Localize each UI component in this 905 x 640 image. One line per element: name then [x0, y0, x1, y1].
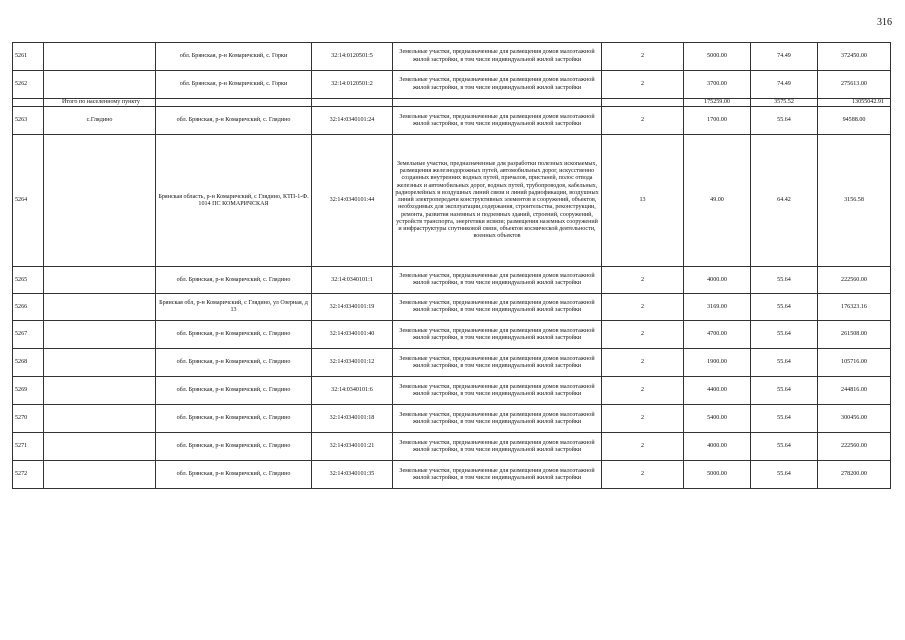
table-row: [13, 461, 891, 489]
table-row: [13, 267, 891, 294]
table-row: [13, 43, 891, 71]
area-cell: 4000.00: [684, 267, 751, 294]
cadastral-value-cell: 278200.00: [818, 461, 891, 489]
row-number: 5262: [13, 71, 44, 99]
row-number: 5266: [13, 294, 44, 321]
use-code-cell: 2: [602, 461, 684, 489]
row-number: 5264: [13, 135, 44, 267]
address-cell: обл. Брянская, р-н Комаричский, с. Глядино: [156, 405, 312, 433]
row-number: 5272: [13, 461, 44, 489]
locality-cell: [44, 377, 156, 405]
land-use-cell: Земельные участки, предназначенные для размещения домов малоэтажной жилой застройки, в том числе индивидуальной жилой застройки: [393, 294, 602, 321]
row-number: 5261: [13, 43, 44, 71]
land-use-cell: Земельные участки, предназначенные для размещения домов малоэтажной жилой застройки, в том числе индивидуальной жилой застройки: [393, 461, 602, 489]
land-use-cell: Земельные участки, предназначенные для размещения домов малоэтажной жилой застройки, в том числе индивидуальной жилой застройки: [393, 377, 602, 405]
total-rate: 3575.52: [751, 99, 818, 107]
locality-cell: [44, 135, 156, 267]
row-number: 5269: [13, 377, 44, 405]
cadastral-value-cell: 222560.00: [818, 267, 891, 294]
address-cell: обл. Брянская, р-н Комаричский, с. Глядино: [156, 321, 312, 349]
use-code-cell: 2: [602, 294, 684, 321]
table-row: [13, 405, 891, 433]
locality-cell: [44, 461, 156, 489]
address-cell: обл. Брянская, р-н Комаричский, с. Горки: [156, 43, 312, 71]
cadastral-number-cell: 32:14:0340101:24: [312, 107, 393, 135]
table-row: [13, 107, 891, 135]
total-row: [13, 99, 891, 107]
land-use-cell: Земельные участки, предназначенные для разработки полезных ископаемых, размещения железнодорожных путей, автомобильных дорог, искусственно созданных внутренних водных путей, причалов, пристаней, полос отвода железных и автомобильных дорог, водных путей, трубопроводов, кабельных, радиорелейных и воздушных линий связи и линий радиофикации, воздушных линий электропередачи конструктивных элементов и сооружений, объектов, необходимых для эксплуатации,содержания, строительства, реконструкции, ремонта, развития наземных и подземных зданий, строений, сооружений, устройств транспорта, энергетики исвязи; размещения наземных сооружений и инфраструктуры спутниковой связи, объектов космической деятельности, военных объектов: [393, 135, 602, 267]
cadastral-value-cell: 105716.00: [818, 349, 891, 377]
use-code-cell: 2: [602, 107, 684, 135]
rate-cell: 74.49: [751, 43, 818, 71]
page-number: 316: [877, 17, 892, 28]
address-cell: Брянская обл, р-н Комаричский, с Глядино, ул Озерная, д 13: [156, 294, 312, 321]
locality-cell: [44, 267, 156, 294]
total-cadastral-cell: [312, 99, 393, 107]
rate-cell: 55.64: [751, 461, 818, 489]
rate-cell: 55.64: [751, 349, 818, 377]
locality-cell: [44, 294, 156, 321]
address-cell: обл. Брянская, р-н Комаричский, с. Глядино: [156, 267, 312, 294]
area-cell: 4700.00: [684, 321, 751, 349]
cadastral-value-table: [12, 42, 891, 489]
total-use-cell: [393, 99, 602, 107]
use-code-cell: 13: [602, 135, 684, 267]
cadastral-value-cell: 244816.00: [818, 377, 891, 405]
total-address-cell: [156, 99, 312, 107]
rate-cell: 55.64: [751, 107, 818, 135]
locality-cell: [44, 349, 156, 377]
use-code-cell: 2: [602, 405, 684, 433]
cadastral-number-cell: 32:14:0340101:44: [312, 135, 393, 267]
locality-cell: [44, 321, 156, 349]
cadastral-value-cell: 300456.00: [818, 405, 891, 433]
table-row: [13, 294, 891, 321]
area-cell: 3169.00: [684, 294, 751, 321]
area-cell: 49.00: [684, 135, 751, 267]
rate-cell: 64.42: [751, 135, 818, 267]
table-row: [13, 71, 891, 99]
cadastral-value-cell: 176323.16: [818, 294, 891, 321]
total-value: 13055042.91: [818, 99, 891, 107]
rate-cell: 55.64: [751, 321, 818, 349]
row-number: 5271: [13, 433, 44, 461]
address-cell: обл. Брянская, р-н Комаричский, с. Глядино: [156, 433, 312, 461]
cadastral-number-cell: 32:14:0120501:5: [312, 43, 393, 71]
area-cell: 5000.00: [684, 461, 751, 489]
cadastral-number-cell: 32:14:0340101:6: [312, 377, 393, 405]
cadastral-number-cell: 32:14:0340101:1: [312, 267, 393, 294]
rate-cell: 74.49: [751, 71, 818, 99]
cadastral-value-cell: 94588.00: [818, 107, 891, 135]
area-cell: 5400.00: [684, 405, 751, 433]
cadastral-value-cell: 222560.00: [818, 433, 891, 461]
rows-before-group: [13, 43, 891, 99]
locality-cell: [44, 433, 156, 461]
table-row: [13, 349, 891, 377]
use-code-cell: 2: [602, 321, 684, 349]
address-cell: обл. Брянская, р-н Комаричский, с. Глядино: [156, 461, 312, 489]
rate-cell: 55.64: [751, 433, 818, 461]
table-row: [13, 433, 891, 461]
use-code-cell: 2: [602, 349, 684, 377]
locality-name: с.Глядино: [44, 107, 156, 135]
row-number: 5267: [13, 321, 44, 349]
cadastral-number-cell: 32:14:0340101:18: [312, 405, 393, 433]
row-number: 5263: [13, 107, 44, 135]
cadastral-value-cell: 261508.00: [818, 321, 891, 349]
use-code-cell: 2: [602, 43, 684, 71]
rate-cell: 55.64: [751, 405, 818, 433]
use-code-cell: 2: [602, 433, 684, 461]
total-label: Итого по населенному пункту: [44, 99, 156, 107]
rate-cell: 55.64: [751, 267, 818, 294]
address-cell: обл. Брянская, р-н Комаричский, с. Глядино: [156, 107, 312, 135]
total-num-cell: [13, 99, 44, 107]
cadastral-number-cell: 32:14:0340101:40: [312, 321, 393, 349]
cadastral-number-cell: 32:14:0340101:35: [312, 461, 393, 489]
total-group: [13, 99, 891, 107]
area-cell: 3700.00: [684, 71, 751, 99]
row-number: 5270: [13, 405, 44, 433]
land-use-cell: Земельные участки, предназначенные для размещения домов малоэтажной жилой застройки, в том числе индивидуальной жилой застройки: [393, 43, 602, 71]
total-area: 175259.00: [684, 99, 751, 107]
table-row: [13, 135, 891, 267]
locality-cell: [44, 43, 156, 71]
table-row: [13, 377, 891, 405]
cadastral-number-cell: 32:14:0340101:12: [312, 349, 393, 377]
address-cell: обл. Брянская, р-н Комаричский, с. Глядино: [156, 377, 312, 405]
row-number: 5265: [13, 267, 44, 294]
use-code-cell: 2: [602, 377, 684, 405]
cadastral-number-cell: 32:14:0340101:21: [312, 433, 393, 461]
area-cell: 4400.00: [684, 377, 751, 405]
locality-cell: [44, 405, 156, 433]
cadastral-value-cell: 275613.00: [818, 71, 891, 99]
land-use-cell: Земельные участки, предназначенные для размещения домов малоэтажной жилой застройки, в том числе индивидуальной жилой застройки: [393, 433, 602, 461]
land-use-cell: Земельные участки, предназначенные для размещения домов малоэтажной жилой застройки, в том числе индивидуальной жилой застройки: [393, 71, 602, 99]
cadastral-number-cell: 32:14:0120501:2: [312, 71, 393, 99]
address-cell: обл. Брянская, р-н Комаричский, с. Глядино: [156, 349, 312, 377]
rate-cell: 55.64: [751, 294, 818, 321]
land-use-cell: Земельные участки, предназначенные для размещения домов малоэтажной жилой застройки, в том числе индивидуальной жилой застройки: [393, 405, 602, 433]
cadastral-number-cell: 32:14:0340101:19: [312, 294, 393, 321]
locality-cell: [44, 71, 156, 99]
land-use-cell: Земельные участки, предназначенные для размещения домов малоэтажной жилой застройки, в том числе индивидуальной жилой застройки: [393, 107, 602, 135]
total-code-cell: [602, 99, 684, 107]
area-cell: 4000.00: [684, 433, 751, 461]
land-use-cell: Земельные участки, предназначенные для размещения домов малоэтажной жилой застройки, в том числе индивидуальной жилой застройки: [393, 349, 602, 377]
rate-cell: 55.64: [751, 377, 818, 405]
table-row: [13, 321, 891, 349]
use-code-cell: 2: [602, 71, 684, 99]
area-cell: 5000.00: [684, 43, 751, 71]
rows-after-group: [13, 107, 891, 489]
row-number: 5268: [13, 349, 44, 377]
land-use-cell: Земельные участки, предназначенные для размещения домов малоэтажной жилой застройки, в том числе индивидуальной жилой застройки: [393, 267, 602, 294]
address-cell: Брянская область, р-н Комаричский, с Глядино, КТП-1-Ф. 1014 ПС КОМАРИЧСКАЯ: [156, 135, 312, 267]
address-cell: обл. Брянская, р-н Комаричский, с. Горки: [156, 71, 312, 99]
area-cell: 1900.00: [684, 349, 751, 377]
cadastral-value-cell: 372450.00: [818, 43, 891, 71]
area-cell: 1700.00: [684, 107, 751, 135]
cadastral-value-cell: 3156.58: [818, 135, 891, 267]
land-use-cell: Земельные участки, предназначенные для размещения домов малоэтажной жилой застройки, в том числе индивидуальной жилой застройки: [393, 321, 602, 349]
use-code-cell: 2: [602, 267, 684, 294]
